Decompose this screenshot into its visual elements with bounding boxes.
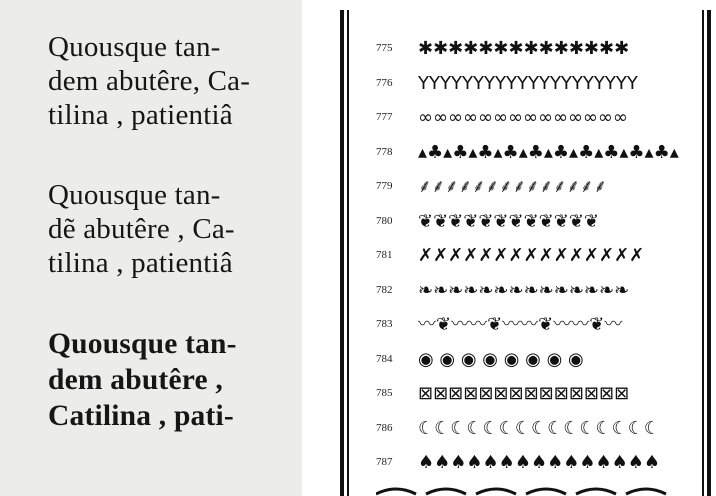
ornament-number: 778 — [376, 145, 393, 158]
specimen-text: tilina , — [48, 247, 124, 279]
leaf-branch-ornament-icon: ❦❦❦❦❦❦❦❦❦❦❦❦ — [418, 210, 599, 232]
ornament-row — [376, 383, 676, 407]
ornament-number: 781 — [376, 249, 393, 261]
specimen-text: patientiâ — [131, 99, 233, 131]
ornament-number: 775 — [376, 42, 393, 54]
shell-ornament-icon: ◉ ◉ ◉ ◉ ◉ ◉ ◉ ◉ — [418, 348, 584, 370]
ornament-number: 777 — [376, 111, 393, 123]
ornament-row — [376, 314, 676, 338]
border-rule — [707, 10, 711, 496]
ornament-number: 776 — [376, 76, 393, 89]
chain-link-ornament-icon: ∞∞∞∞∞∞∞∞∞∞∞∞∞∞ — [418, 107, 628, 128]
ornament-number: 783 — [376, 318, 393, 330]
specimen-text: Quousque — [48, 179, 168, 211]
star-leaf-ornament-icon: ✱✱✱✱✱✱✱✱✱✱✱✱✱✱ — [418, 38, 630, 59]
specimen-block-1 — [48, 30, 267, 132]
ornament-number: 785 — [376, 387, 393, 399]
ornament-number: 782 — [376, 283, 393, 296]
cross-leaf-ornament-icon: ✗✗✗✗✗✗✗✗✗✗✗✗✗✗✗ — [418, 245, 645, 266]
ornament-number: 780 — [376, 214, 393, 227]
specimen-text: pati- — [173, 400, 234, 432]
ornament-number: 787 — [376, 456, 393, 468]
specimen-text: Ca- — [192, 213, 235, 245]
specimen-text: tilina , — [48, 99, 124, 131]
ornament-row — [376, 418, 676, 442]
double-leaf-ornament-icon: ❧❧❧❧❧❧❧❧❧❧❧❧❧❧ — [418, 279, 630, 301]
specimen-text: dẽ abutêre , — [48, 213, 185, 245]
lotus-ornament-icon: ♠♠♠♠♠♠♠♠♠♠♠♠♠♠♠ — [418, 452, 661, 473]
specimen-text: patientiâ — [131, 247, 233, 279]
type-specimen-page — [0, 0, 302, 496]
ornament-row — [376, 141, 679, 166]
border-rule — [340, 10, 344, 496]
scroll-ornament-icon: 〰❦〰〰❦〰〰❦〰〰❦〰 — [418, 314, 623, 335]
ornament-row — [376, 38, 676, 62]
ornament-number: 784 — [376, 352, 393, 365]
border-rule — [347, 10, 349, 496]
ornament-number: 786 — [376, 421, 393, 434]
ornament-row — [376, 107, 676, 131]
ornament-specimen-page — [328, 0, 716, 496]
specimen-text: dem — [48, 364, 103, 396]
ornament-row — [376, 280, 676, 304]
x-lattice-ornament-icon: ⊠⊠⊠⊠⊠⊠⊠⊠⊠⊠⊠⊠⊠⊠ — [418, 383, 630, 404]
ornament-row — [376, 452, 676, 476]
y-shape-ornament-icon: ΥΥΥΥΥΥΥΥΥΥΥΥΥΥΥΥΥΥΥΥ — [418, 72, 638, 94]
ornament-row — [376, 73, 676, 97]
specimen-text: tan- — [174, 179, 221, 211]
crescent-ornament-icon: ☾☾☾☾☾☾☾☾☾☾☾☾☾☾☾ — [418, 417, 661, 439]
leaf-sprig-ornament-icon: ⸙⸙⸙⸙⸙⸙⸙⸙⸙⸙⸙⸙⸙⸙ — [418, 176, 607, 197]
specimen-text: Quousque tan- — [48, 328, 237, 360]
specimen-block-2 — [48, 178, 267, 280]
ornament-row — [376, 349, 676, 373]
specimen-text: dem abutêre, Ca- — [48, 65, 251, 97]
fleuron-border-ornament-icon: ▴♣▴♣▴♣▴♣▴♣▴♣▴♣▴♣▴♣▴♣▴ — [418, 141, 679, 163]
ornament-number: 779 — [376, 180, 393, 192]
ornament-row — [376, 211, 676, 235]
ornament-row — [376, 245, 676, 269]
specimen-text: Quousque — [48, 31, 168, 63]
border-rule — [702, 10, 704, 496]
specimen-block-3 — [48, 326, 267, 434]
partial-ornament-row — [376, 484, 668, 496]
specimen-text: tan- — [174, 31, 221, 63]
specimen-text: abutêre , — [110, 364, 223, 396]
ornament-row — [376, 176, 676, 200]
specimen-text: Catilina , — [48, 400, 167, 432]
